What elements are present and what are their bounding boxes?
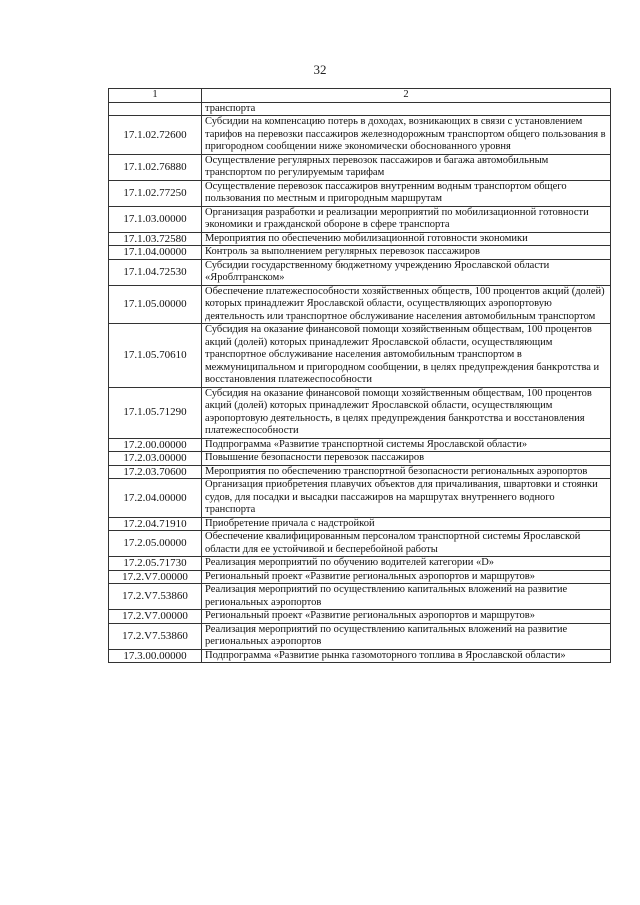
row-description: Реализация мероприятий по обучению водителей категории «D» <box>202 557 611 571</box>
row-code: 17.2.04.71910 <box>109 517 202 531</box>
table-row <box>109 259 611 285</box>
table-row <box>109 531 611 557</box>
row-code: 17.1.04.00000 <box>109 246 202 260</box>
row-description: Реализация мероприятий по осуществлению капитальных вложений на развитие региональных аэропортов <box>202 584 611 610</box>
table-header-row <box>109 89 611 103</box>
table-row <box>109 570 611 584</box>
row-code: 17.2.V7.00000 <box>109 610 202 624</box>
row-description: Региональный проект «Развитие региональных аэропортов и маршрутов» <box>202 570 611 584</box>
table-row <box>109 324 611 388</box>
column-header-2: 2 <box>202 89 611 103</box>
row-description: Контроль за выполнением регулярных перевозок пассажиров <box>202 246 611 260</box>
table-row <box>109 116 611 155</box>
row-code: 17.2.V7.53860 <box>109 584 202 610</box>
row-code <box>109 102 202 116</box>
table-row <box>109 557 611 571</box>
table-row <box>109 232 611 246</box>
table-row <box>109 102 611 116</box>
table-row <box>109 154 611 180</box>
row-code: 17.3.00.00000 <box>109 649 202 663</box>
row-code: 17.2.V7.53860 <box>109 623 202 649</box>
row-description: Повышение безопасности перевозок пассажиров <box>202 452 611 466</box>
row-code: 17.2.03.00000 <box>109 452 202 466</box>
budget-codes-table <box>108 88 611 663</box>
row-description: Региональный проект «Развитие региональных аэропортов и маршрутов» <box>202 610 611 624</box>
row-description: Мероприятия по обеспечению транспортной безопасности региональных аэропортов <box>202 465 611 479</box>
row-code: 17.2.05.71730 <box>109 557 202 571</box>
row-code: 17.1.02.72600 <box>109 116 202 155</box>
table-row <box>109 649 611 663</box>
table-row <box>109 387 611 438</box>
row-description: Субсидия на оказание финансовой помощи хозяйственным обществам, 100 процентов акций (долей) которых принадлежит Ярославской области, осуществляющим транспортное обслуживание населения автомобильным транспортом в межмуниципальном и пригородном сообщении, в целях предупреждения банкротства и восстановления платежеспособности <box>202 324 611 388</box>
table-row <box>109 465 611 479</box>
row-description: Подпрограмма «Развитие транспортной системы Ярославской области» <box>202 438 611 452</box>
table-row <box>109 623 611 649</box>
row-description: Обеспечение платежеспособности хозяйственных обществ, 100 процентов акций (долей) которых принадлежит Ярославской области, осуществляющих аэропортовую деятельность или транспортное обслуживание населения автомобильным транспортом <box>202 285 611 324</box>
table-row <box>109 246 611 260</box>
table-row <box>109 285 611 324</box>
row-description: Организация приобретения плавучих объектов для причаливания, швартовки и стоянки судов, для посадки и высадки пассажиров на маршрутах внутреннего водного транспорта <box>202 479 611 518</box>
row-description: Субсидии государственному бюджетному учреждению Ярославской области «Яроблтранском» <box>202 259 611 285</box>
row-code: 17.2.00.00000 <box>109 438 202 452</box>
row-description: Организация разработки и реализации мероприятий по мобилизационной готовности экономики и гражданской обороне в сфере транспорта <box>202 206 611 232</box>
table-row <box>109 479 611 518</box>
row-code: 17.2.05.00000 <box>109 531 202 557</box>
row-description: Приобретение причала с надстройкой <box>202 517 611 531</box>
row-description: Субсидии на компенсацию потерь в доходах, возникающих в связи с установлением тарифов на перевозки пассажиров железнодорожным транспортом общего пользования в пригородном сообщении ниже экономически обоснованного уровня <box>202 116 611 155</box>
column-header-1: 1 <box>109 89 202 103</box>
table-row <box>109 610 611 624</box>
row-description: Реализация мероприятий по осуществлению капитальных вложений на развитие региональных аэропортов <box>202 623 611 649</box>
row-description: транспорта <box>202 102 611 116</box>
table-row <box>109 452 611 466</box>
row-description: Подпрограмма «Развитие рынка газомоторного топлива в Ярославской области» <box>202 649 611 663</box>
row-description: Субсидия на оказание финансовой помощи хозяйственным обществам, 100 процентов акций (долей) которых принадлежит Ярославской области, осуществляющим аэропортовую деятельность, в целях предупреждения банкротства и восстановления платежеспособности <box>202 387 611 438</box>
row-description: Осуществление перевозок пассажиров внутренним водным транспортом общего пользования по местным и пригородным маршрутам <box>202 180 611 206</box>
page-number: 32 <box>313 62 327 77</box>
table-row <box>109 180 611 206</box>
row-code: 17.2.03.70600 <box>109 465 202 479</box>
row-code: 17.1.02.77250 <box>109 180 202 206</box>
row-code: 17.1.03.00000 <box>109 206 202 232</box>
table-row <box>109 584 611 610</box>
row-code: 17.1.05.71290 <box>109 387 202 438</box>
table-row <box>109 517 611 531</box>
table-row <box>109 438 611 452</box>
table-row <box>109 206 611 232</box>
row-description: Обеспечение квалифицированным персоналом транспортной системы Ярославской области для ее устойчивой и бесперебойной работы <box>202 531 611 557</box>
row-code: 17.1.05.00000 <box>109 285 202 324</box>
row-code: 17.2.04.00000 <box>109 479 202 518</box>
row-code: 17.1.04.72530 <box>109 259 202 285</box>
row-code: 17.1.02.76880 <box>109 154 202 180</box>
row-code: 17.1.03.72580 <box>109 232 202 246</box>
row-description: Мероприятия по обеспечению мобилизационной готовности экономики <box>202 232 611 246</box>
row-description: Осуществление регулярных перевозок пассажиров и багажа автомобильным транспортом по регулируемым тарифам <box>202 154 611 180</box>
row-code: 17.2.V7.00000 <box>109 570 202 584</box>
row-code: 17.1.05.70610 <box>109 324 202 388</box>
